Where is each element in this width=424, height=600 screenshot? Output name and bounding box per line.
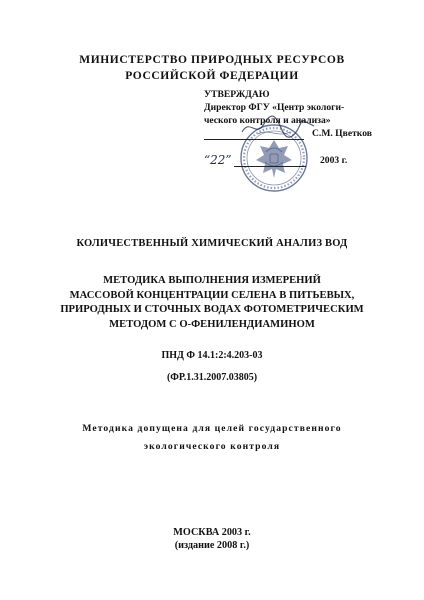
signer-name: С.М. Цветков — [312, 128, 372, 139]
ministry-header — [0, 52, 424, 84]
approval-date — [204, 155, 364, 169]
admission-note — [0, 420, 424, 456]
approval-position-line: ческого контроля и анализа» — [204, 115, 331, 126]
method-title-line: МАССОВОЙ КОНЦЕНТРАЦИИ СЕЛЕНА В ПИТЬЕВЫХ, — [69, 289, 355, 301]
method-title-line: ПРИРОДНЫХ И СТОЧНЫХ ВОДАХ ФОТОМЕТРИЧЕСКИМ — [60, 304, 364, 315]
method-title-line: МЕТОДОМ С О-ФЕНИЛЕНДИАМИНОМ — [109, 318, 315, 330]
publication-place — [0, 526, 424, 552]
signature-line — [204, 139, 304, 140]
date-month-line — [234, 166, 306, 167]
document-subject: КОЛИЧЕСТВЕННЫЙ ХИМИЧЕСКИЙ АНАЛИЗ ВОД — [76, 238, 348, 249]
approval-heading: УТВЕРЖДАЮ — [204, 89, 270, 100]
registration-code: (ФР.1.31.2007.03805) — [166, 372, 258, 383]
publication-city-year: МОСКВА 2003 г. — [173, 527, 251, 538]
admission-note-line: Методика допущена для целей государственного — [82, 423, 342, 434]
date-day: “22” — [204, 153, 232, 167]
ministry-line: РОССИЙСКОЙ ФЕДЕРАЦИИ — [125, 70, 299, 82]
signature-row — [204, 128, 372, 142]
publication-edition: (издание 2008 г.) — [174, 540, 250, 551]
ministry-line: МИНИСТЕРСТВО ПРИРОДНЫХ РЕСУРСОВ — [79, 54, 345, 66]
method-title-line: МЕТОДИКА ВЫПОЛНЕНИЯ ИЗМЕРЕНИЙ — [103, 275, 321, 286]
method-title — [0, 274, 424, 332]
document-code: ПНД Ф 14.1:2:4.203-03 — [161, 350, 263, 361]
date-year: 2003 г. — [320, 155, 348, 166]
admission-note-line: экологического контроля — [143, 441, 281, 452]
date-day-value: 22 — [210, 153, 226, 167]
approval-position-line: Директор ФГУ «Центр экологи- — [204, 102, 345, 113]
approval-block — [204, 88, 364, 127]
